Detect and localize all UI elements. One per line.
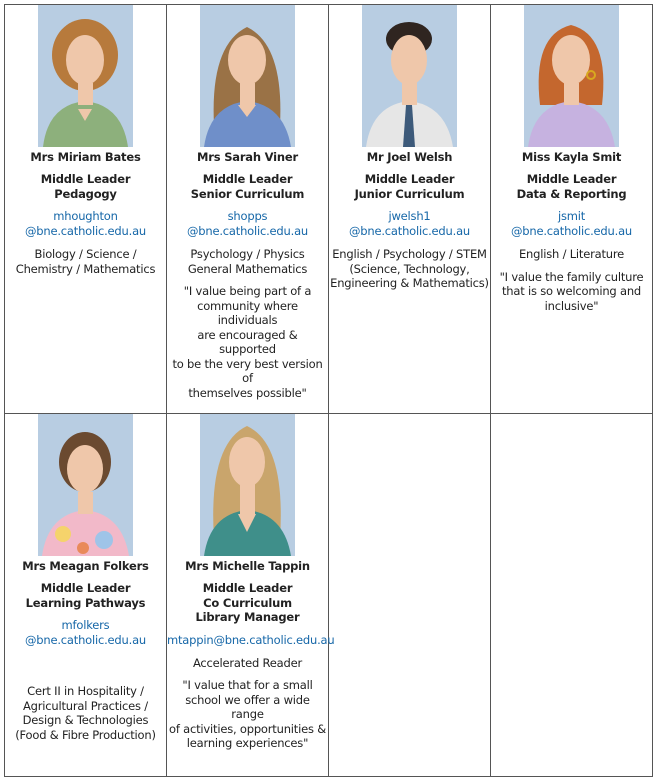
staff-table (4, 4, 653, 777)
empty-cell (329, 414, 491, 777)
staff-role: Middle Leader Data & Reporting (516, 172, 627, 201)
staff-cell-smit (491, 5, 653, 414)
staff-name: Mr Joel Welsh (366, 150, 453, 164)
photo-viner (200, 5, 295, 147)
staff-subjects: English / Psychology / STEM (Science, Technology, Engineering & Mathematics) (330, 247, 489, 290)
photo-tappin (200, 414, 295, 556)
staff-cell-welsh (329, 5, 491, 414)
staff-email-link[interactable]: jsmit @bne.catholic.edu.au (510, 209, 633, 238)
staff-subjects: Psychology / Physics General Mathematics (187, 247, 308, 276)
staff-name: Mrs Meagan Folkers (22, 559, 149, 573)
staff-cell-tappin (167, 414, 335, 777)
staff-role: Middle Leader Co Curriculum Library Manager (195, 581, 300, 624)
staff-subjects: English / Literature (518, 247, 625, 261)
table-row (5, 414, 653, 777)
staff-subjects: Cert II in Hospitality / Agricultural Practices / Design & Technologies (Food & Fibre Production) (15, 684, 156, 742)
staff-email-link[interactable]: mtappin@bne.catholic.edu.au (167, 632, 335, 647)
staff-quote: "I value the family culture that is so welcoming and inclusive" (499, 269, 644, 313)
staff-name: Mrs Miriam Bates (30, 150, 141, 164)
staff-role: Middle Leader Learning Pathways (25, 581, 146, 610)
staff-cell-bates (5, 5, 167, 414)
staff-subjects: Accelerated Reader (192, 655, 303, 670)
staff-role: Middle Leader Junior Curriculum (354, 172, 465, 201)
photo-welsh (362, 5, 457, 147)
staff-cell-folkers (5, 414, 167, 777)
photo-bates (38, 5, 133, 147)
staff-subjects: Biology / Science / Chemistry / Mathematics (15, 247, 156, 276)
staff-email-link[interactable]: jwelsh1 @bne.catholic.edu.au (348, 209, 471, 238)
staff-email-link[interactable]: mfolkers @bne.catholic.edu.au (24, 618, 147, 647)
staff-email-link[interactable]: mhoughton @bne.catholic.edu.au (24, 209, 147, 238)
staff-name: Mrs Sarah Viner (197, 150, 298, 164)
staff-role: Middle Leader Senior Curriculum (190, 172, 305, 201)
empty-cell (491, 414, 653, 777)
staff-role: Middle Leader Pedagogy (40, 172, 131, 201)
photo-smit (524, 5, 619, 147)
staff-email-link[interactable]: shopps @bne.catholic.edu.au (186, 209, 309, 238)
staff-quote: "I value being part of a community where individuals are encouraged & supported to be the very best version of themselves possible" (172, 284, 323, 400)
staff-name: Miss Kayla Smit (521, 150, 622, 164)
photo-folkers (38, 414, 133, 556)
staff-quote: "I value that for a small school we offer a wide range of activities, opportunities & learning experiences" (169, 678, 326, 750)
table-row (5, 5, 653, 414)
staff-name: Mrs Michelle Tappin (185, 559, 310, 573)
staff-cell-viner (167, 5, 329, 414)
